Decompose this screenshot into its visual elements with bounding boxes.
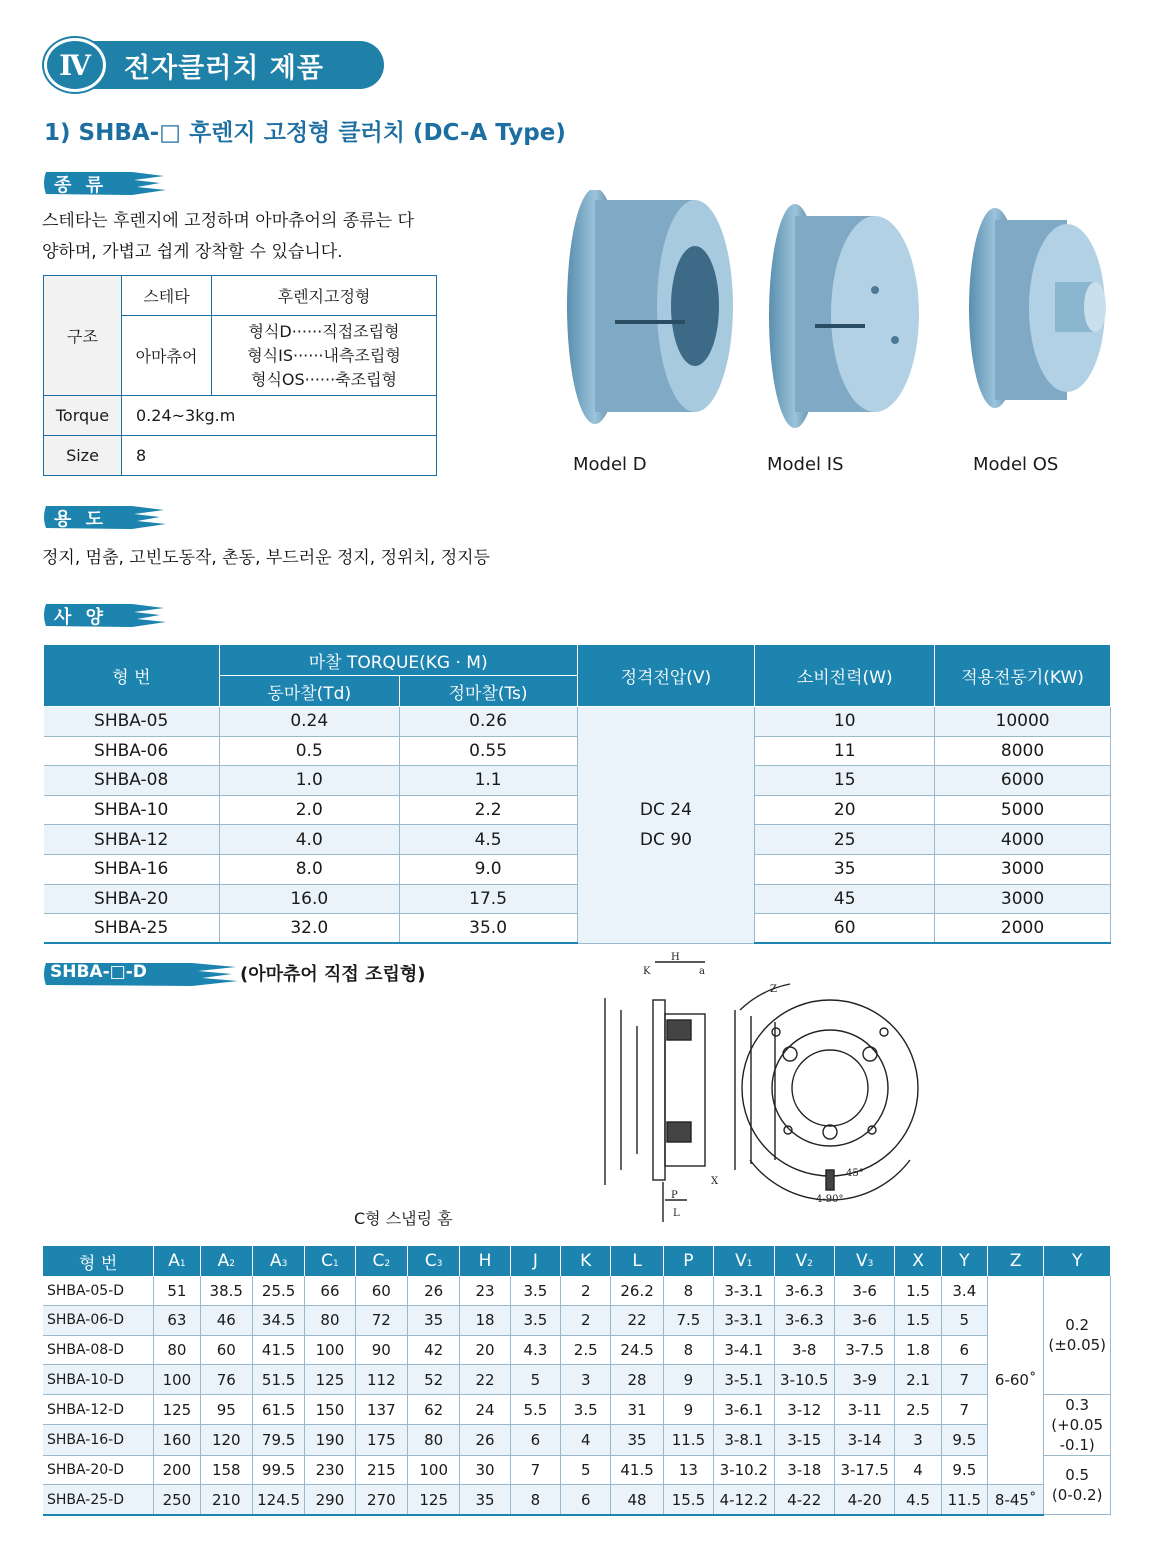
dim-cell: 7 xyxy=(941,1365,987,1395)
spec-cell-power: 35 xyxy=(755,854,935,884)
dim-row xyxy=(43,1276,1111,1306)
spec-cell-ts: 0.26 xyxy=(399,707,577,737)
spec-cell-ts: 9.0 xyxy=(399,854,577,884)
dim-header: P xyxy=(663,1246,713,1276)
model-os-image xyxy=(969,208,1106,408)
dim-cell: 72 xyxy=(355,1306,407,1336)
dim-cell: 38.5 xyxy=(200,1276,252,1306)
dim-cell: 11.5 xyxy=(663,1425,713,1456)
dim-cell: 61.5 xyxy=(252,1394,304,1425)
dim-cell: 3-3.1 xyxy=(714,1306,774,1336)
dim-header: L xyxy=(611,1246,663,1276)
dim-cell: 41.5 xyxy=(252,1335,304,1365)
dim-cell: 290 xyxy=(305,1485,355,1515)
armature-types: 형식D······직접조립형 형식IS······내측조립형 형식OS······축조립형 xyxy=(212,316,437,396)
product-photos xyxy=(555,190,1115,490)
dim-cell: 4 xyxy=(895,1455,941,1485)
dim-cell: 4.5 xyxy=(895,1485,941,1515)
dim-header: Z xyxy=(987,1246,1043,1276)
spec-cell-td: 0.5 xyxy=(219,736,399,766)
dim-header: Y xyxy=(1044,1246,1111,1276)
page-title: 1) SHBA-□ 후렌지 고정형 클러치 (DC-A Type) xyxy=(44,120,566,146)
dim-cell: 125 xyxy=(154,1394,200,1425)
clutch-models-image xyxy=(555,190,1115,450)
kind-description: 스테타는 후렌지에 고정하며 아마츄어의 종류는 다 양하며, 가볍고 쉽게 장착할 수 있습니다. xyxy=(42,211,414,262)
dim-cell: SHBA-16-D xyxy=(43,1425,154,1456)
dim-header: V1 xyxy=(714,1246,774,1276)
dim-cell: 30 xyxy=(460,1455,510,1485)
dim-cell: 210 xyxy=(200,1485,252,1515)
dim-cell: 215 xyxy=(355,1455,407,1485)
dim-cell: 190 xyxy=(305,1425,355,1456)
spec-voltage: DC 24 DC 90 xyxy=(577,707,755,944)
dim-cell: 125 xyxy=(408,1485,460,1515)
armature-label: 아마츄어 xyxy=(122,316,212,396)
dim-cell: 22 xyxy=(460,1365,510,1395)
dim-row xyxy=(43,1485,1111,1515)
dim-cell: 34.5 xyxy=(252,1306,304,1336)
dim-cell: 9.5 xyxy=(941,1425,987,1456)
dim-cell: 250 xyxy=(154,1485,200,1515)
section-header xyxy=(44,38,384,92)
spec-cell-td: 1.0 xyxy=(219,766,399,796)
dim-header: A3 xyxy=(252,1246,304,1276)
dim-z-value: 6-60˚ xyxy=(987,1276,1043,1485)
dim-cell: 3-8.1 xyxy=(714,1425,774,1456)
dim-cell: SHBA-05-D xyxy=(43,1276,154,1306)
dim-y-tolerance: 0.5 (0-0.2) xyxy=(1044,1455,1111,1514)
dim-cell: 7 xyxy=(510,1455,560,1485)
dim-cell: 20 xyxy=(460,1335,510,1365)
spec-cell-model: SHBA-12 xyxy=(44,825,220,855)
front-view-drawing xyxy=(730,970,930,1220)
spec-cell-ts: 0.55 xyxy=(399,736,577,766)
dim-cell: 2.5 xyxy=(561,1335,611,1365)
dim-row xyxy=(43,1335,1111,1365)
dim-cell: 3-6 xyxy=(834,1306,894,1336)
dim-cell: 3-6.3 xyxy=(774,1276,834,1306)
dim-cell: 5 xyxy=(941,1306,987,1336)
dim-cell: 1.5 xyxy=(895,1276,941,1306)
drawing-tag: SHBA-□-D xyxy=(42,959,242,989)
dim-header: A1 xyxy=(154,1246,200,1276)
dim-cell: 3-9 xyxy=(834,1365,894,1395)
dim-cell: 158 xyxy=(200,1455,252,1485)
svg-text:H: H xyxy=(671,952,680,963)
dim-z-value: 8-45˚ xyxy=(987,1485,1043,1515)
svg-text:X: X xyxy=(711,1176,719,1187)
dim-cell: 3-15 xyxy=(774,1425,834,1456)
dim-header: X xyxy=(895,1246,941,1276)
dim-cell: 3-11 xyxy=(834,1394,894,1425)
dim-cell: 66 xyxy=(305,1276,355,1306)
dim-cell: 2 xyxy=(561,1306,611,1336)
dim-cell: 175 xyxy=(355,1425,407,1456)
dim-cell: 90 xyxy=(355,1335,407,1365)
dim-cell: 3-7.5 xyxy=(834,1335,894,1365)
dim-cell: 15.5 xyxy=(663,1485,713,1515)
dim-cell: 52 xyxy=(408,1365,460,1395)
spec-cell-td: 2.0 xyxy=(219,795,399,825)
dim-header: Y xyxy=(941,1246,987,1276)
spec-cell-td: 8.0 xyxy=(219,854,399,884)
spec-cell-motor: 5000 xyxy=(935,795,1111,825)
dim-cell: SHBA-10-D xyxy=(43,1365,154,1395)
dim-cell: 76 xyxy=(200,1365,252,1395)
spec-cell-power: 45 xyxy=(755,884,935,914)
dim-cell: SHBA-06-D xyxy=(43,1306,154,1336)
dim-cell: 100 xyxy=(154,1365,200,1395)
dim-cell: 120 xyxy=(200,1425,252,1456)
spec-cell-motor: 3000 xyxy=(935,854,1111,884)
spec-cell-model: SHBA-20 xyxy=(44,884,220,914)
spec-cell-power: 15 xyxy=(755,766,935,796)
dim-cell: 6 xyxy=(941,1335,987,1365)
structure-table xyxy=(43,275,437,476)
dim-cell: SHBA-12-D xyxy=(43,1394,154,1425)
dim-cell: 3-14 xyxy=(834,1425,894,1456)
spec-cell-motor: 8000 xyxy=(935,736,1111,766)
dim-cell: 3.5 xyxy=(561,1394,611,1425)
dim-cell: 35 xyxy=(408,1306,460,1336)
spec-table: 형 번 마찰 TORQUE(KG · M) 정격전압(V) 소비전력(W) 적용전동기(KW) 동마찰(Td) 정마찰(Ts) SHBA-05 0.24 0.26 DC 24 DC 90 10 10000 SHBA-06 0.5 0.55 11 8000 SHBA-08 1.0 1.1 15 6000 SHBA-10 2.0 2.2 20 5000 SHBA-12 4.0 4.5 25 4000 SHBA-16 8.0 9.0 35 3000 SHBA-20 16.0 17.5 45 3000 SHBA-25 32.0 35.0 60 2000 xyxy=(43,644,1111,944)
dim-cell: 200 xyxy=(154,1455,200,1485)
dim-cell: 3-6.3 xyxy=(774,1306,834,1336)
dim-cell: 2.1 xyxy=(895,1365,941,1395)
dim-header: V3 xyxy=(834,1246,894,1276)
svg-text:45°: 45° xyxy=(846,1168,864,1179)
dim-header: C3 xyxy=(408,1246,460,1276)
dim-row xyxy=(43,1365,1111,1395)
dim-cell: 25.5 xyxy=(252,1276,304,1306)
spec-cell-power: 10 xyxy=(755,707,935,737)
dim-cell: 4 xyxy=(561,1425,611,1456)
dim-cell: 26 xyxy=(408,1276,460,1306)
spec-cell-motor: 6000 xyxy=(935,766,1111,796)
dim-cell: 1.8 xyxy=(895,1335,941,1365)
spec-cell-motor: 4000 xyxy=(935,825,1111,855)
spec-cell-model: SHBA-10 xyxy=(44,795,220,825)
dim-row xyxy=(43,1306,1111,1336)
drawing-subtitle: (아마츄어 직접 조립형) xyxy=(240,964,426,985)
model-os-caption: Model OS xyxy=(973,454,1059,475)
svg-text:P: P xyxy=(671,1190,678,1201)
dim-header: C1 xyxy=(305,1246,355,1276)
dim-cell: 51 xyxy=(154,1276,200,1306)
dim-cell: SHBA-20-D xyxy=(43,1455,154,1485)
dim-cell: 46 xyxy=(200,1306,252,1336)
dim-cell: 3-12 xyxy=(774,1394,834,1425)
dim-cell: 22 xyxy=(611,1306,663,1336)
dim-cell: 31 xyxy=(611,1394,663,1425)
dim-cell: 41.5 xyxy=(611,1455,663,1485)
dim-cell: 2 xyxy=(561,1276,611,1306)
spec-cell-ts: 17.5 xyxy=(399,884,577,914)
dim-cell: 3-3.1 xyxy=(714,1276,774,1306)
dim-cell: 63 xyxy=(154,1306,200,1336)
dim-header: A2 xyxy=(200,1246,252,1276)
torque-value: 0.24~3kg.m xyxy=(122,396,437,436)
torque-label: Torque xyxy=(44,396,122,436)
dim-cell: SHBA-25-D xyxy=(43,1485,154,1515)
dim-cell: 3-5.1 xyxy=(714,1365,774,1395)
spec-cell-ts: 4.5 xyxy=(399,825,577,855)
spec-cell-td: 0.24 xyxy=(219,707,399,737)
dim-cell: 99.5 xyxy=(252,1455,304,1485)
usage-tag: 용 도 xyxy=(42,502,168,532)
svg-text:4-90°: 4-90° xyxy=(816,1194,844,1205)
dim-cell: 4.3 xyxy=(510,1335,560,1365)
dim-cell: 9.5 xyxy=(941,1455,987,1485)
spec-cell-motor: 10000 xyxy=(935,707,1111,737)
dimension-table xyxy=(43,1246,1111,1516)
dim-cell: 3-4.1 xyxy=(714,1335,774,1365)
spec-cell-td: 32.0 xyxy=(219,914,399,944)
spec-row xyxy=(44,707,1111,737)
spec-cell-power: 60 xyxy=(755,914,935,944)
dim-header: C2 xyxy=(355,1246,407,1276)
dim-cell: 9 xyxy=(663,1394,713,1425)
dim-cell: 24.5 xyxy=(611,1335,663,1365)
dim-cell: 80 xyxy=(408,1425,460,1456)
dim-cell: 160 xyxy=(154,1425,200,1456)
dim-cell: 80 xyxy=(305,1306,355,1336)
spec-cell-power: 25 xyxy=(755,825,935,855)
dim-row xyxy=(43,1455,1111,1485)
dim-cell: 5.5 xyxy=(510,1394,560,1425)
dim-cell: 42 xyxy=(408,1335,460,1365)
svg-text:a: a xyxy=(699,966,705,977)
dim-header: K xyxy=(561,1246,611,1276)
dim-cell: 5 xyxy=(561,1455,611,1485)
dim-cell: 3-8 xyxy=(774,1335,834,1365)
dim-cell: 3.5 xyxy=(510,1276,560,1306)
dim-cell: 3-17.5 xyxy=(834,1455,894,1485)
dim-cell: 3.5 xyxy=(510,1306,560,1336)
spec-tag: 사 양 xyxy=(42,600,168,630)
dim-cell: 3-6 xyxy=(834,1276,894,1306)
svg-text:K: K xyxy=(643,966,651,977)
spec-cell-td: 4.0 xyxy=(219,825,399,855)
dim-cell: 230 xyxy=(305,1455,355,1485)
dim-cell: 51.5 xyxy=(252,1365,304,1395)
size-value: 8 xyxy=(122,436,437,476)
section-title: 전자클러치 제품 xyxy=(84,41,384,89)
kind-tag: 종 류 xyxy=(42,168,168,198)
dim-cell: 124.5 xyxy=(252,1485,304,1515)
structure-label: 구조 xyxy=(44,276,122,396)
dim-cell: 125 xyxy=(305,1365,355,1395)
spec-cell-ts: 2.2 xyxy=(399,795,577,825)
dim-cell: 100 xyxy=(305,1335,355,1365)
dim-cell: 95 xyxy=(200,1394,252,1425)
dim-cell: 18 xyxy=(460,1306,510,1336)
dim-cell: 9 xyxy=(663,1365,713,1395)
spec-cell-model: SHBA-08 xyxy=(44,766,220,796)
spec-cell-model: SHBA-25 xyxy=(44,914,220,944)
dim-cell: 8 xyxy=(663,1335,713,1365)
spec-cell-power: 20 xyxy=(755,795,935,825)
spec-cell-ts: 1.1 xyxy=(399,766,577,796)
dim-cell: 48 xyxy=(611,1485,663,1515)
stator-label: 스테타 xyxy=(122,276,212,316)
dim-cell: 11.5 xyxy=(941,1485,987,1515)
dim-cell: 80 xyxy=(154,1335,200,1365)
size-label: Size xyxy=(44,436,122,476)
dim-cell: 8 xyxy=(663,1276,713,1306)
dim-cell: 6 xyxy=(561,1485,611,1515)
dim-cell: 4-20 xyxy=(834,1485,894,1515)
dim-cell: 3-10.2 xyxy=(714,1455,774,1485)
dim-cell: 62 xyxy=(408,1394,460,1425)
dim-cell: 5 xyxy=(510,1365,560,1395)
svg-text:L: L xyxy=(673,1208,680,1219)
spec-cell-model: SHBA-16 xyxy=(44,854,220,884)
dim-cell: 2.5 xyxy=(895,1394,941,1425)
dim-header: H xyxy=(460,1246,510,1276)
dim-cell: 8 xyxy=(510,1485,560,1515)
model-d-caption: Model D xyxy=(573,454,647,475)
dim-y-tolerance: 0.2 (±0.05) xyxy=(1044,1276,1111,1394)
dim-cell: 112 xyxy=(355,1365,407,1395)
dim-row xyxy=(43,1425,1111,1456)
dim-cell: 26 xyxy=(460,1425,510,1456)
dim-header: V2 xyxy=(774,1246,834,1276)
dim-cell: 1.5 xyxy=(895,1306,941,1336)
spec-cell-motor: 3000 xyxy=(935,884,1111,914)
dim-cell: 137 xyxy=(355,1394,407,1425)
dim-y-tolerance: 0.3 (+0.05 -0.1) xyxy=(1044,1394,1111,1455)
dim-cell: 79.5 xyxy=(252,1425,304,1456)
spec-cell-model: SHBA-06 xyxy=(44,736,220,766)
dim-cell: 35 xyxy=(611,1425,663,1456)
spec-cell-power: 11 xyxy=(755,736,935,766)
dim-cell: 270 xyxy=(355,1485,407,1515)
dim-cell: 28 xyxy=(611,1365,663,1395)
stator-value: 후렌지고정형 xyxy=(212,276,437,316)
dim-row xyxy=(43,1394,1111,1425)
dim-header: 형 번 xyxy=(43,1246,154,1276)
snap-ring-label: C형 스냅링 홈 xyxy=(354,1209,453,1228)
dim-cell: 3 xyxy=(895,1425,941,1456)
dim-cell: 23 xyxy=(460,1276,510,1306)
dim-cell: 13 xyxy=(663,1455,713,1485)
dim-cell: 7 xyxy=(941,1394,987,1425)
spec-cell-ts: 35.0 xyxy=(399,914,577,944)
model-is-caption: Model IS xyxy=(767,454,844,475)
dim-cell: 150 xyxy=(305,1394,355,1425)
dim-cell: 3 xyxy=(561,1365,611,1395)
dim-cell: 60 xyxy=(200,1335,252,1365)
dim-cell: 7.5 xyxy=(663,1306,713,1336)
dim-cell: 6 xyxy=(510,1425,560,1456)
dim-header: J xyxy=(510,1246,560,1276)
spec-cell-model: SHBA-05 xyxy=(44,707,220,737)
model-d-image xyxy=(567,190,733,424)
dim-cell: 3-18 xyxy=(774,1455,834,1485)
dim-cell: 35 xyxy=(460,1485,510,1515)
dim-cell: 3.4 xyxy=(941,1276,987,1306)
dim-cell: SHBA-08-D xyxy=(43,1335,154,1365)
section-number: Ⅳ xyxy=(44,38,106,92)
dim-cell: 24 xyxy=(460,1394,510,1425)
spec-cell-motor: 2000 xyxy=(935,914,1111,944)
spec-cell-td: 16.0 xyxy=(219,884,399,914)
model-is-image xyxy=(769,204,919,428)
dim-cell: 60 xyxy=(355,1276,407,1306)
dim-cell: 4-22 xyxy=(774,1485,834,1515)
dim-cell: 100 xyxy=(408,1455,460,1485)
usage-text: 정지, 멈춤, 고빈도동작, 촌동, 부드러운 정지, 정위치, 정지등 xyxy=(42,548,490,568)
dim-cell: 3-10.5 xyxy=(774,1365,834,1395)
dim-cell: 4-12.2 xyxy=(714,1485,774,1515)
svg-text:Z: Z xyxy=(770,984,777,995)
dim-cell: 26.2 xyxy=(611,1276,663,1306)
dim-cell: 3-6.1 xyxy=(714,1394,774,1425)
